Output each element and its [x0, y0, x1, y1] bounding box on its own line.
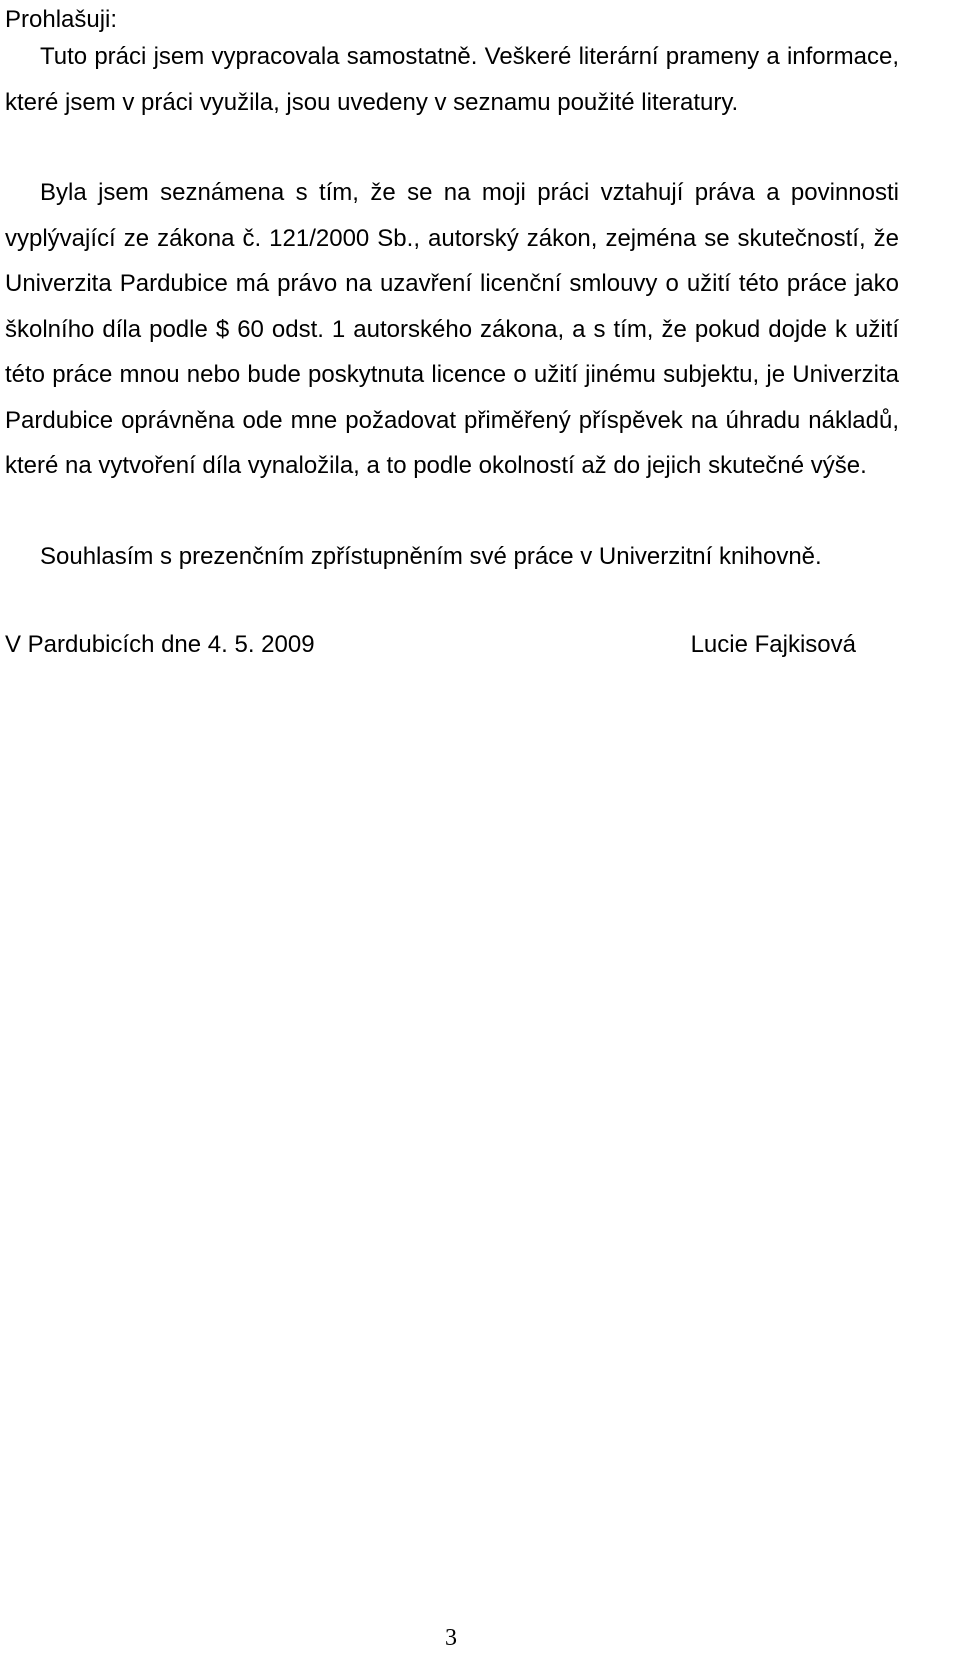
declaration-paragraph-library-consent: Souhlasím s prezenčním zpřístupněním své práce v Univerzitní knihovně.	[40, 543, 822, 570]
page-number: 3	[445, 1625, 457, 1651]
declaration-paragraph-copyright: Byla jsem seznámena s tím, že se na moji práci vztahují práva a povinnosti vyplývající ze zákona č. 121/2000 Sb., autorský zákon, zejména se skutečností, že Univerzita Pardubice má právo na uzavření licenční smlouvy o užití této práce jako školního díla podle $ 60 odst. 1 autorského zákona, a s tím, že pokud dojde k užití této práce mnou nebo bude poskytnuta licence o užití jinému subjektu, je Univerzita Pardubice oprávněna ode mne požadovat přiměřený příspěvek na úhradu nákladů, které na vytvoření díla vynaložila, a to podle okolností až do jejich skutečné výše.	[5, 179, 899, 479]
place-and-date: V Pardubicích dne 4. 5. 2009	[5, 631, 315, 658]
author-name: Lucie Fajkisová	[690, 631, 856, 658]
declaration-paragraph-sources: Tuto práci jsem vypracovala samostatně. Veškeré literární prameny a informace, které jsem v práci využila, jsou uvedeny v seznamu použité literatury.	[5, 43, 899, 116]
declaration-heading: Prohlašuji:	[5, 6, 118, 33]
